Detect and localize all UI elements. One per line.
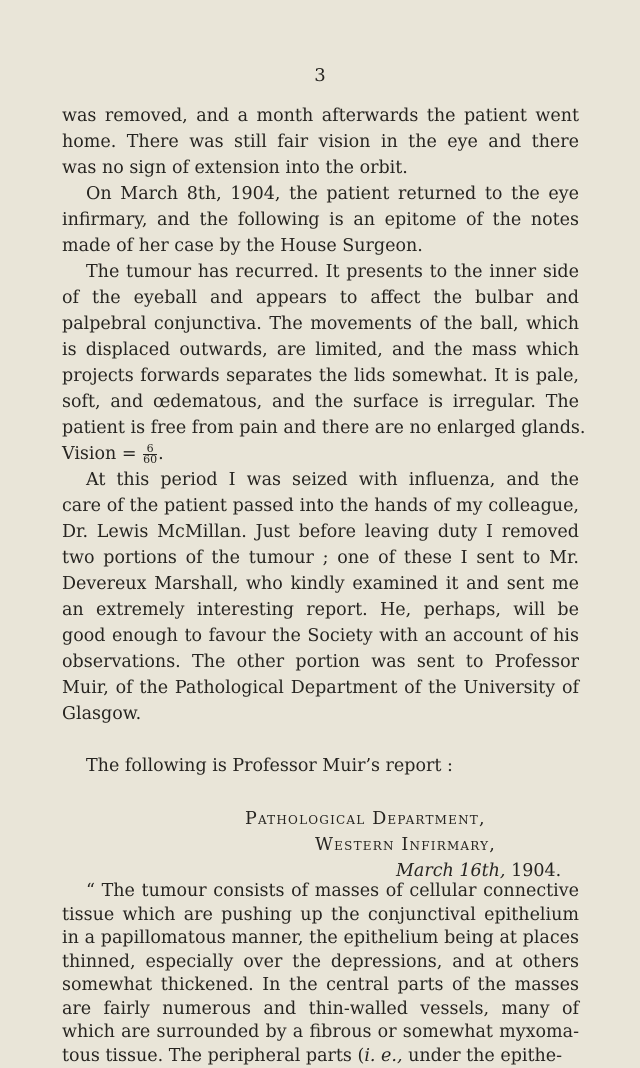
text-line: which are surrounded by a fibrous or somewhat myxoma- <box>62 1022 579 1042</box>
text-line: Dr. Lewis McMillan. Just before leaving duty I removed <box>62 522 579 542</box>
text-line: patient is free from pain and there are no enlarged glands. <box>62 418 586 438</box>
text-line: Muir, of the Pathological Department of the University of <box>62 678 579 698</box>
text-line: thinned, especially over the depressions, and at others <box>62 951 579 972</box>
text-line: somewhat thickened. In the central parts of the masses <box>62 975 579 995</box>
text-line: soft, and œdematous, and the surface is irregular. The <box>62 392 579 412</box>
text-line: care of the patient passed into the hands of my colleague, <box>62 496 579 516</box>
text-line: Devereux Marshall, who kindly examined it and sent me <box>62 574 579 594</box>
text-line: At this period I was seized with influenza, and the <box>86 470 579 490</box>
text-line: made of her case by the House Surgeon. <box>62 236 423 256</box>
date-year: 1904. <box>505 861 562 881</box>
text-line: good enough to favour the Society with an account of his <box>62 626 579 646</box>
text-line: an extremely interesting report. He, perhaps, will be <box>62 600 579 620</box>
text-line-last <box>62 1045 579 1068</box>
text-line: are fairly numerous and thin-walled vessels, many of <box>62 998 579 1019</box>
last-line-italic: i. e., <box>364 1045 403 1066</box>
date-italic: March 16th, <box>396 861 506 881</box>
text-line: palpebral conjunctiva. The movements of the ball, which <box>62 314 579 334</box>
text-line: On March 8th, 1904, the patient returned to the eye <box>86 184 579 204</box>
report-intro: The following is Professor Muir’s report : <box>86 756 453 776</box>
address-department: Pathological Department, <box>245 809 486 829</box>
vision-label: Vision = <box>62 444 137 464</box>
page-number: 3 <box>314 65 326 86</box>
text-line: in a papillomatous manner, the epithelium being at places <box>62 928 579 948</box>
last-line-tail: under the epithe- <box>402 1045 563 1066</box>
text-line: was removed, and a month afterwards the patient went <box>62 106 579 126</box>
vision-line <box>62 441 579 467</box>
text-line: projects forwards separates the lids somewhat. It is pale, <box>62 366 579 386</box>
text-line: tissue which are pushing up the conjunctival epithelium <box>62 904 579 925</box>
vision-end: . <box>158 444 164 464</box>
text-line: The tumour has recurred. It presents to the inner side <box>86 262 579 282</box>
text-line: Glasgow. <box>62 704 142 724</box>
address-infirmary: Western Infirmary, <box>315 835 497 855</box>
text-line: was no sign of extension into the orbit. <box>62 158 408 178</box>
text-line: of the eyeball and appears to affect the bulbar and <box>62 288 579 308</box>
text-line: “ The tumour consists of masses of cellular connective <box>86 881 579 901</box>
fraction-denominator: 60 <box>143 453 158 466</box>
text-line: observations. The other portion was sent to Professor <box>62 652 579 672</box>
vision-fraction <box>143 444 157 465</box>
last-line-start: tous tissue. The peripheral parts ( <box>62 1045 365 1066</box>
text-line: infirmary, and the following is an epitome of the notes <box>62 210 579 230</box>
text-line: is displaced outwards, are limited, and the mass which <box>62 340 579 360</box>
fraction-numerator: 6 <box>146 442 154 455</box>
text-line: two portions of the tumour ; one of these I sent to Mr. <box>62 548 579 568</box>
text-line: home. There was still fair vision in the eye and there <box>62 132 579 152</box>
